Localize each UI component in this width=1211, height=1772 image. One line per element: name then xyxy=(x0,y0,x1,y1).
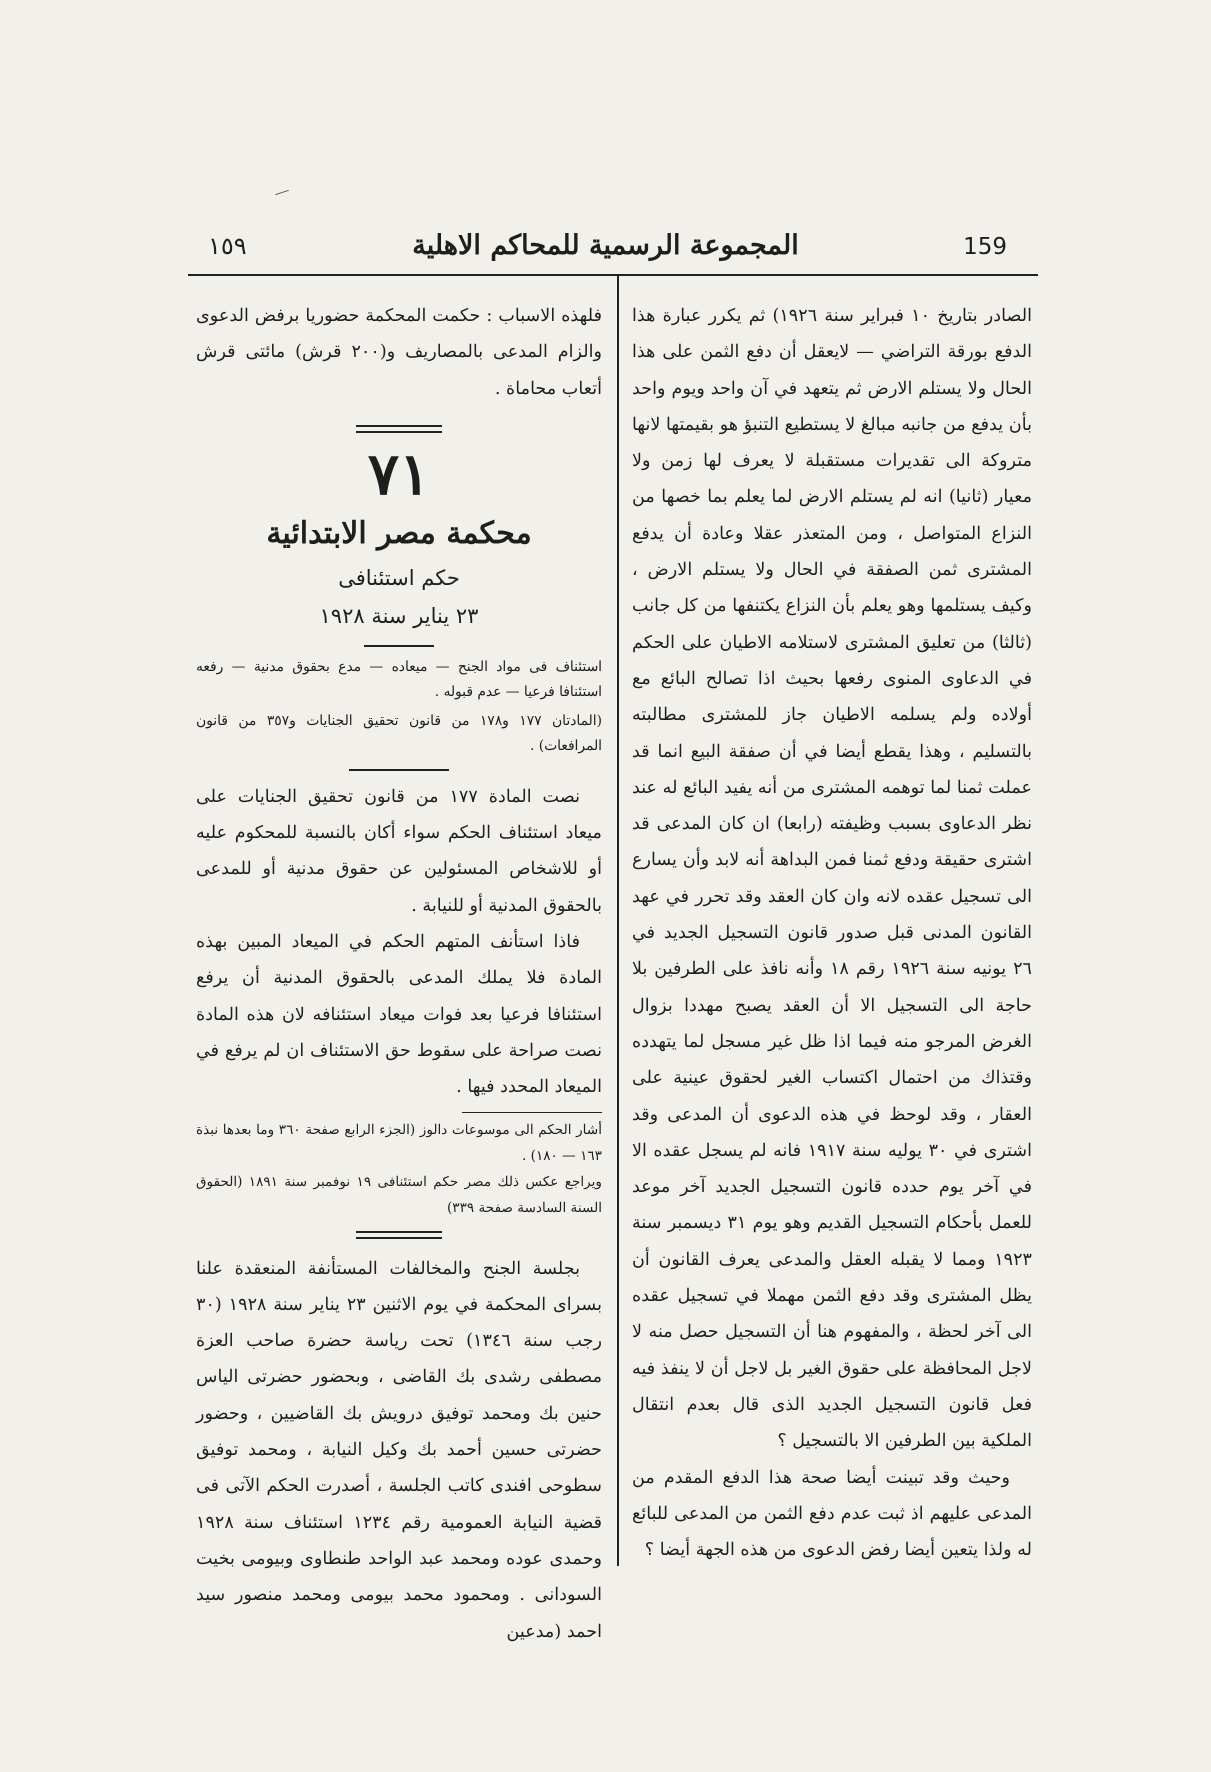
case-summary xyxy=(196,655,602,759)
date-rule xyxy=(364,645,434,647)
section-divider xyxy=(356,1231,442,1239)
footnotes xyxy=(196,1117,602,1221)
body-paragraph: وحيث وقد تبينت أيضا صحة هذا الدفع المقدم من المدعى عليهم اذ ثبت عدم دفع الثمن من المدعى للبائع له ولذا يتعين أيضا رفض الدعوى من هذه الجهة أيضا ؟ xyxy=(632,1467,1032,1561)
page-number-latin: 159 xyxy=(963,234,1007,260)
page-header xyxy=(188,228,1023,274)
footnote-rule xyxy=(462,1112,602,1113)
left-column xyxy=(196,298,602,1650)
footnote: أشار الحكم الى موسوعات دالوز (الجزء الرابع صفحة ٣٦٠ وما بعدها نبذة ١٦٣ — ١٨٠) . xyxy=(196,1121,602,1164)
summary-text: استئناف فى مواد الجنح — ميعاده — مدع بحقوق مدنية — رفعه استئنافا فرعيا — عدم قبوله . xyxy=(196,658,602,700)
judgment-date: ٢٣ يناير سنة ١٩٢٨ xyxy=(319,603,479,628)
right-column xyxy=(632,298,1032,1568)
judgment-type: حكم استئنافى xyxy=(338,565,460,590)
column-separator xyxy=(617,276,619,1566)
articles-text: (المادتان ١٧٧ و١٧٨ من قانون تحقيق الجنايات و٣٥٧ من قانون المرافعات) . xyxy=(196,712,602,754)
header-rule xyxy=(188,274,1038,276)
summary-rule xyxy=(349,769,449,771)
court-name: محكمة مصر الابتدائية xyxy=(266,515,532,551)
principle-paragraph: فاذا استأنف المتهم الحكم في الميعاد المبين بهذه المادة فلا يملك المدعى بالحقوق المدنية أن يرفع استئنافا فرعيا بعد فوات ميعاد استئنافه لان هذه المادة نصت صراحة على سقوط حق الاستئناف ان لم يرفع في الميعاد المحدد فيها . xyxy=(196,932,602,1098)
footnote: ويراجع عكس ذلك مصر حكم استئنافى ١٩ نوفمبر سنة ١٨٩١ (الحقوق السنة السادسة صفحة ٣٣٩) xyxy=(196,1173,602,1216)
principle-paragraph: نصت المادة ١٧٧ من قانون تحقيق الجنايات على ميعاد استئناف الحكم سواء أكان بالنسبة للمحكوم عليه أو للاشخاص المسئولين عن حقوق مدنية أو للمدعى بالحقوق المدنية أو للنيابة . xyxy=(196,786,602,916)
section-divider xyxy=(356,425,442,433)
journal-title: المجموعة الرسمية للمحاكم الاهلية xyxy=(412,230,799,261)
body-paragraph: الصادر بتاريخ ١٠ فبراير سنة ١٩٢٦) ثم يكرر عبارة هذا الدفع بورقة التراضي — لايعقل أن دفع الثمن على هذا الحال ولا يستلم الارض ثم يتعهد في آن واحد ويوم واحد بأن يدفع من جانبه مبالغ لا يستطيع التنبؤ هو بقيمتها لانها متروكة الى تقديرات مستقبلة لا يعرف لها زمن ولا معيار (ثانيا) انه لم يستلم الارض لما يعلم بما خصها من النزاع المتواصل ، ومن المتعذر عقلا وعادة أن يدفع المشترى ثمن الصفقة في الحال ولا يستلم الارض ، وكيف يستلمها وهو يعلم بأن النزاع يكتنفها من كل جانب (ثالثا) من تعليق المشترى لاستلامه الاطيان على الحكم في الدعاوى المنوى رفعها بحيث اذا تصالح البائع مع أولاده ولم يسلمه الاطيان جاز للمشترى مطالبته بالتسليم ، وهذا يقطع أيضا في أن صفقة البيع انما قد عملت ثمنا لما توهمه المشترى من أنه يفيد البائع له عند نظر الدعاوى بسبب وظيفته (رابعا) ان كان المدعى قد اشترى حقيقة ودفع ثمنا فمن البداهة أنه لابد وأن يسارع الى تسجيل عقده لانه وان كان العقد وقد تحرر في عهد القانون المدنى قبل صدور قانون التسجيل الجديد في ٢٦ يونيه سنة ١٩٢٦ رقم ١٨ وأنه نافذ على الطرفين بلا حاجة الى التسجيل الا أن العقد يصبح مهددا بزوال الغرض المرجو منه فيما اذا ظل غير مسجل لما يتهدده وقتذاك من احتمال اكتساب الغير لحقوق عينية على العقار ، وقد لوحظ في هذه الدعوى أن المدعى وقد اشترى في ٣٠ يوليه سنة ١٩١٧ فانه لم يسجل عقده الا في آخر يوم حدده قانون التسجيل الجديد آخر موعد للعمل بأحكام التسجيل القديم وهو يوم ٣١ ديسمبر سنة ١٩٢٣ ومما لا يقبله العقل والمدعى يعرف القانون أن يظل المشترى وقد دفع الثمن مهملا في تسجيل عقده الى آخر لحظة ، والمفهوم هنا أن التسجيل حصل منه لا لاجل المحافظة على حقوق الغير بل لاجل أن لا ينفذ فيه فعل قانون التسجيل الجديد الذى قال بعدم انتقال الملكية بين الطرفين الا بالتسجيل ؟ xyxy=(632,306,1032,1452)
verdict-paragraph: فلهذه الاسباب : حكمت المحكمة حضوريا برفض الدعوى والزام المدعى بالمصاريف و(٢٠٠ قرش) مائتى قرش أتعاب محاماة . xyxy=(196,306,602,399)
session-paragraph: بجلسة الجنح والمخالفات المستأنفة المنعقدة علنا بسراى المحكمة في يوم الاثنين ٢٣ يناير سنة ١٩٢٨ (٣٠ رجب سنة ١٣٤٦) تحت رياسة حضرة صاحب العزة مصطفى رشدى بك القاضى ، وبحضور حضرتى الياس حنين بك ومحمد توفيق درويش بك القاضيين ، وحضور حضرتى حسين أحمد بك وكيل النيابة ، ومحمد توفيق سطوحى افندى كاتب الجلسة ، أصدرت الحكم الآتى فى قضية النيابة العمومية رقم ١٢٣٤ استئناف سنة ١٩٢٨ وحمدى عوده ومحمد عبد الواحد طنطاوى وبيومى بخيت السودانى . ومحمود محمد بيومى ومحمد منصور سيد احمد (مدعين xyxy=(196,1258,602,1642)
case-number: ٧١ xyxy=(367,439,431,508)
page-number-arabic: ١٥٩ xyxy=(208,232,247,260)
scan-mark xyxy=(275,190,289,195)
